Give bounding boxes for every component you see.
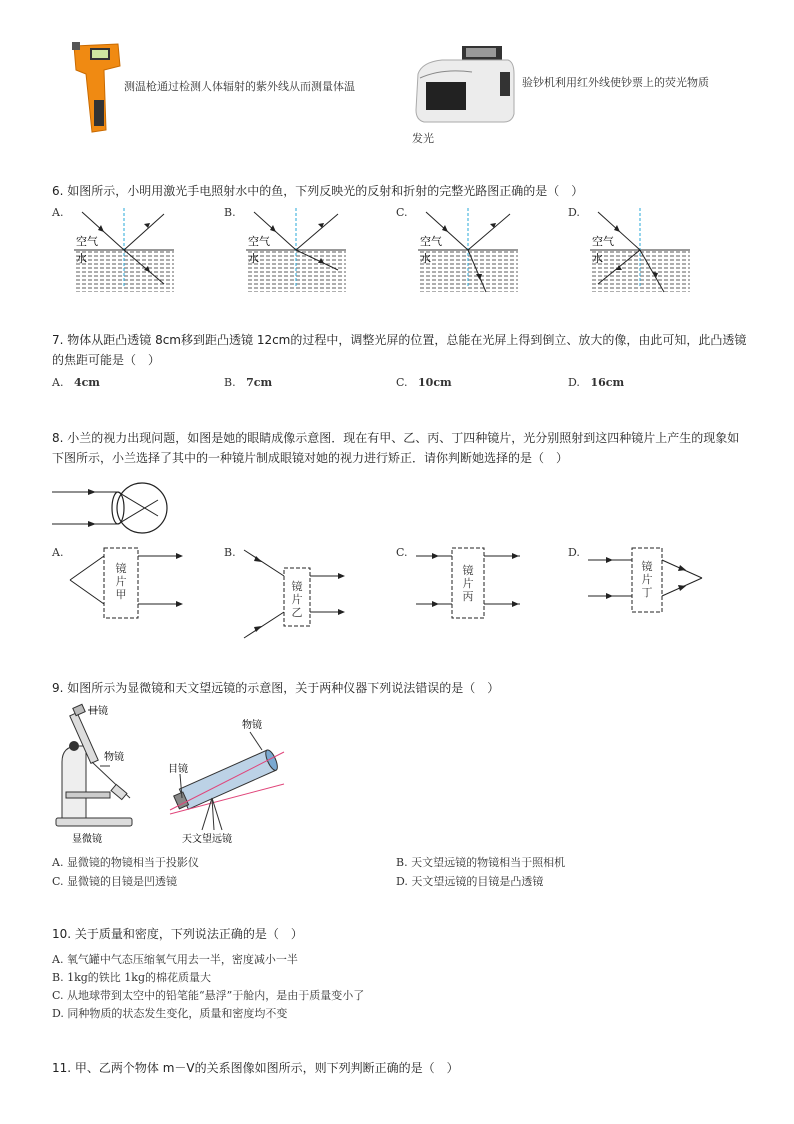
q6-diagram-d [568,206,698,298]
q6-option-d[interactable] [568,206,698,298]
thermometer-gun-image [70,40,122,135]
q6-c-air-label: 空气 [420,235,442,248]
q8-option-d-label: D. [568,546,580,559]
q10-option-b[interactable]: B. 1kg的铁比 1kg的棉花质量大 [52,971,211,984]
q11-stem: 11. 甲、乙两个物体 m－V的关系图像如图所示，则下列判断正确的是（ ） [52,1061,459,1075]
microscope-eyepiece-label: 目镜 [88,706,108,717]
q7-option-a-label: A. [52,376,64,389]
q8-lens-c-char3: 丙 [462,590,474,603]
q10-option-d[interactable]: D. 同种物质的状态发生变化，质量和密度均不变 [52,1007,288,1020]
q8-option-a-label: A. [52,546,64,559]
q6-diagram-a [52,206,182,298]
q8-option-a[interactable] [52,546,202,626]
money-counter-image [412,44,516,126]
q6-d-water-label: 水 [592,252,603,265]
q7-option-c[interactable] [396,376,452,389]
q6-stem: 6. 如图所示，小明用激光手电照射水中的鱼，下列反映光的反射和折射的完整光路图正确的是（ ） [52,184,584,198]
q6-c-water-label: 水 [420,252,431,265]
q7-option-d[interactable] [568,376,624,389]
q6-diagram-b [224,206,354,298]
q6-d-air-label: 空气 [592,235,614,248]
q6-option-b[interactable] [224,206,354,298]
q9-stem: 9. 如图所示为显微镜和天文望远镜的示意图，关于两种仪器下列说法错误的是（ ） [52,681,500,695]
q6-b-air-label: 空气 [248,235,270,248]
thermometer-caption: 测温枪通过检测人体辐射的紫外线从而测量体温 [124,80,355,93]
telescope-eyepiece-label: 目镜 [168,764,188,775]
q8-option-b-label: B. [224,546,236,559]
q6-diagram-c [396,206,526,298]
q8-option-c-label: C. [396,546,408,559]
q7-option-c-label: C. [396,376,408,389]
q8-stem-line2: 下图所示，小兰选择了其中的一种镜片制成眼镜对她的视力进行矫正．请你判断她选择的是（ ） [52,451,569,465]
q8-lens-a-char2: 片 [115,575,127,588]
microscope-caption: 显微镜 [72,834,102,845]
q6-option-c[interactable] [396,206,526,298]
q9-option-b[interactable]: B. 天文望远镜的物镜相当于照相机 [396,856,566,869]
q8-option-c[interactable] [396,546,546,626]
q6-option-c-label: C. [396,206,408,219]
q6-a-water-label: 水 [76,252,87,265]
q8-lens-c-char1: 镜 [462,564,474,577]
q9-option-c[interactable]: C. 显微镜的目镜是凹透镜 [52,875,178,888]
telescope-caption: 天文望远镜 [182,834,232,845]
q8-lens-b-char2: 片 [291,593,303,606]
microscope-objective-label: 物镜 [104,752,124,763]
q6-option-a-label: A. [52,206,64,219]
counter-caption-tail: 发光 [412,132,434,145]
telescope-objective-label: 物镜 [242,720,262,731]
q9-option-d[interactable]: D. 天文望远镜的目镜是凸透镜 [396,875,544,888]
q7-option-b-value: 7cm [246,376,273,389]
q7-option-d-label: D. [568,376,580,389]
q10-option-a[interactable]: A. 氧气罐中气态压缩氧气用去一半，密度减小一半 [52,953,298,966]
q8-lens-d-char1: 镜 [641,560,653,573]
q6-option-d-label: D. [568,206,580,219]
q10-stem: 10. 关于质量和密度，下列说法正确的是（ ） [52,927,303,941]
q8-stem-line1: 8. 小兰的视力出现问题，如图是她的眼睛成像示意图．现在有甲、乙、丙、丁四种镜片，光分别照射到这四种镜片上产生的现象如 [52,431,740,445]
q7-stem-line1: 7. 物体从距凸透镜 8cm移到距凸透镜 12cm的过程中，调整光屏的位置，总能在光屏上得到倒立、放大的像，由此可知，此凸透镜 [52,333,747,347]
microscope-telescope-figure [52,702,292,847]
q8-option-d[interactable] [568,546,718,626]
q6-b-water-label: 水 [248,252,259,265]
q8-option-b[interactable] [224,546,374,642]
q8-lens-a-char1: 镜 [115,562,127,575]
q6-option-a[interactable] [52,206,182,298]
q8-lens-b-char1: 镜 [291,580,303,593]
q7-stem-line2: 的焦距可能是（ ） [52,353,161,367]
microscope-telescope-drawing [52,702,292,847]
q8-lens-b-char3: 乙 [291,606,303,619]
eye-diagram [52,478,182,538]
q6-a-air-label: 空气 [76,235,98,248]
q7-option-a-value: 4cm [73,376,100,389]
q7-option-b-label: B. [224,376,236,389]
q7-option-b[interactable] [224,376,272,389]
q7-option-a[interactable] [52,376,100,389]
counter-caption: 验钞机利用红外线使钞票上的荧光物质 [522,76,709,89]
q8-lens-a-char3: 甲 [115,588,127,601]
q6-option-b-label: B. [224,206,236,219]
q8-lens-d-char3: 丁 [641,586,653,599]
q9-option-a[interactable]: A. 显微镜的物镜相当于投影仪 [52,856,199,869]
q7-option-d-value: 16cm [590,376,625,389]
q10-option-c[interactable]: C. 从地球带到太空中的铅笔能“悬浮”于舱内，是由于质量变小了 [52,989,365,1002]
q7-option-c-value: 10cm [418,376,452,389]
q8-lens-d-char2: 片 [641,573,653,586]
q8-lens-c-char2: 片 [462,577,474,590]
